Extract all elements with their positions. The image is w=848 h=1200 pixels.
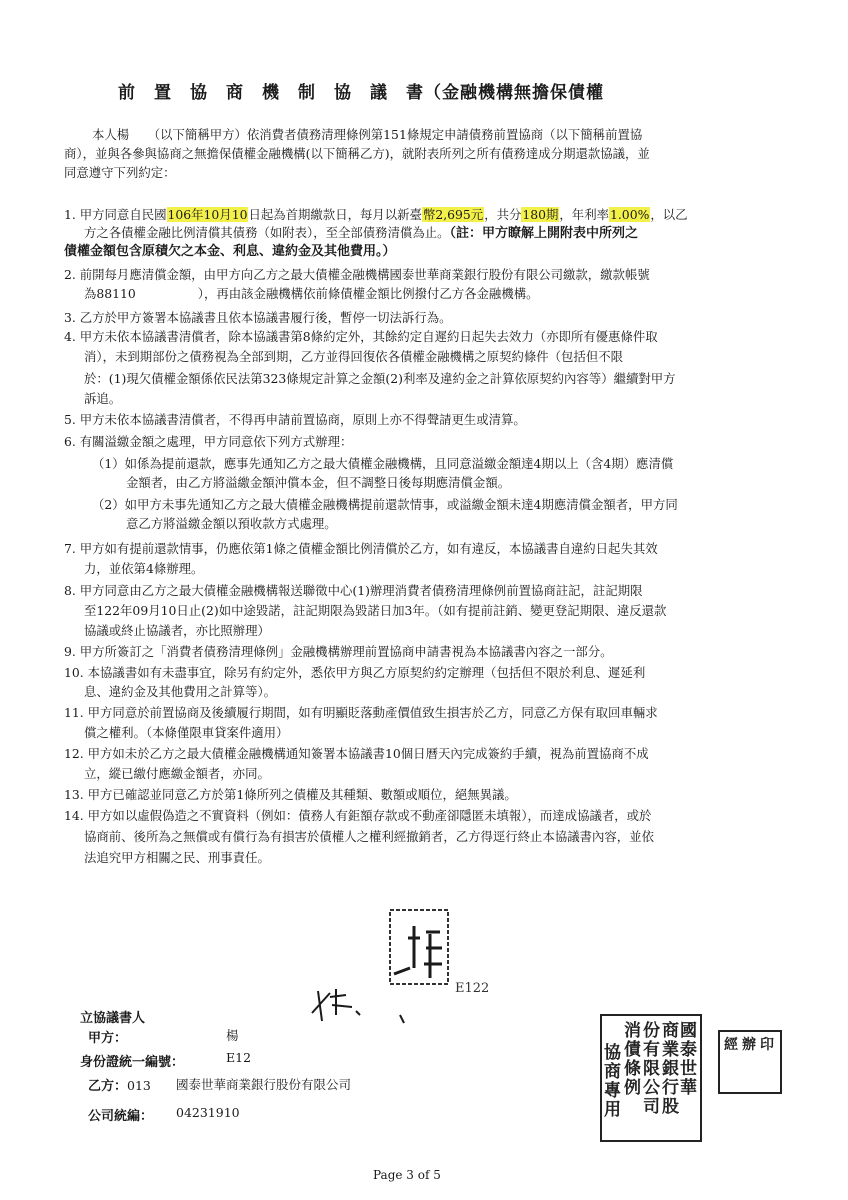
clause-1-line-2 <box>84 224 638 243</box>
clause-2-line-1: 2. 前開每月應清償金額，由甲方向乙方之最大債權金融機構國泰世華商業銀行股份有限公司繳款，繳款帳號 <box>64 267 650 282</box>
clause-2-line-2: 為88110 ），再由該金融機構依前條債權金額比例撥付乙方各金融機構。 <box>84 286 539 301</box>
clause-1-note-1: （註：甲方瞭解上開附表中所列之 <box>449 226 639 241</box>
clause-11-line-2: 償之權利。（本條僅限車貸案件適用） <box>84 725 289 740</box>
clause-4-line-3: 於：(1)現欠債權金額係依民法第323條規定計算之金額(2)利率及違約金之計算依原契約內容等）繼續對甲方 <box>84 371 676 386</box>
clause-8-line-3: 協議或終止協議者，亦比照辦理） <box>84 623 270 638</box>
bank-seal-stamp <box>600 1014 702 1142</box>
small-stamp-col-1: 經 <box>724 1037 738 1053</box>
company-id-label: 公司統編： <box>88 1109 154 1124</box>
stamp-col-5: 國泰世華 <box>680 1021 697 1098</box>
clause-11-line-1: 11. 甲方同意於前置協商及後續履行期間，如有明顯貶落動產價值致生損害於乙方，同意乙方保有取回車輛求 <box>64 705 658 720</box>
signatories-heading: 立協議書人 <box>80 1011 146 1026</box>
stamp-col-3: 份有限公司 <box>643 1021 660 1117</box>
clause-1-text-d: ，年利率 <box>559 207 609 222</box>
clause-6-2-line-1: （2）如甲方未事先通知乙方之最大債權金融機構提前還款情事，或溢繳金額未達4期應清償金額者，甲方同 <box>92 497 678 512</box>
clause-12-line-1: 12. 甲方如未於乙方之最大債權金融機構通知簽署本協議書10個日曆天內完成簽約手續，視為前置協商不成 <box>64 746 649 761</box>
small-seal-stamp <box>718 1030 782 1094</box>
handwritten-signature <box>300 985 420 1025</box>
clause-9: 9. 甲方所簽訂之「消費者債務清理條例」金融機構辦理前置協商申請書視為本協議書內容之一部分。 <box>64 644 613 659</box>
clause-6-2-line-2: 意乙方將溢繳金額以預收款方式處理。 <box>126 516 337 531</box>
clause-14-line-2: 協商前、後所為之無償或有償行為有損害於債權人之權利經撤銷者，乙方得逕行終止本協議書內容，並依 <box>84 829 654 844</box>
clause-7-line-1: 7. 甲方如有提前還款情事，仍應依第1條之債權金額比例清償於乙方，如有違反，本協議書自違約日起失其效 <box>64 541 658 556</box>
party-b-code: 013 <box>127 1078 151 1093</box>
party-b-value: 國泰世華商業銀行股份有限公司 <box>176 1077 352 1092</box>
clause-1-note-2: 債權金額包含原積欠之本金、利息、違約金及其他費用。） <box>64 244 396 259</box>
clause-1-periods: 180期 <box>522 207 559 222</box>
clause-1-text-c: ，共分 <box>484 207 522 222</box>
party-b-label: 乙方： <box>88 1079 128 1094</box>
intro-line-3: 同意遵守下列約定： <box>64 165 176 180</box>
clause-14-line-3: 法追究甲方相關之民、刑事責任。 <box>84 850 270 865</box>
clause-7-line-2: 力，並依第4條辦理。 <box>84 561 204 576</box>
clause-1-amount: 幣2,695元 <box>422 207 484 222</box>
small-stamp-col-3: 印 <box>760 1037 774 1053</box>
intro-line-1: 本人楊 （以下簡稱甲方）依消費者債務清理條例第151條規定申請債務前置協商（以下簡稱前置協 <box>92 127 643 142</box>
clause-4-line-1: 4. 甲方未依本協議書清償者，除本協議書第8條約定外，其餘約定自遲約日起失去效力（亦即所有優惠條件取 <box>64 329 658 344</box>
party-a-value: 楊 <box>226 1028 239 1043</box>
id-label: 身份證統一編號： <box>80 1055 185 1070</box>
clause-10-line-1: 10. 本協議書如有未盡事宜，除另有約定外，悉依甲方與乙方原契約約定辦理（包括但不限於利息、遲延利 <box>64 665 646 680</box>
clause-1-date: 106年10月10 <box>167 207 248 222</box>
page-number: Page 3 of 5 <box>373 1168 441 1182</box>
svg-text:E122: E122 <box>455 981 490 996</box>
clause-5: 5. 甲方未依本協議書清償者，不得再申請前置協商，原則上亦不得聲請更生或清算。 <box>64 412 526 427</box>
company-id-value: 04231910 <box>176 1105 240 1120</box>
party-b-row <box>88 1075 151 1094</box>
clause-1-line-1 <box>64 206 688 224</box>
document-title: 前 置 協 商 機 制 協 議 書（金融機構無擔保債權 <box>118 83 604 103</box>
stamp-col-1: 協商專用 <box>604 1043 621 1120</box>
clause-14-line-1: 14. 甲方如以虛假偽造之不實資料（例如：債務人有鉅額存款或不動產卻隱匿未填報），而達成協議者，或於 <box>64 808 652 823</box>
clause-1-rate: 1.00% <box>609 207 650 222</box>
clause-8-line-2: 至122年09月10日止(2)如中途毀諾，註記期限為毀諾日加3年。（如有提前註銷、變更登記期限、違反還款 <box>84 603 667 618</box>
stamp-col-2: 消債條例 <box>624 1021 641 1098</box>
clause-1-text-e: ，以乙 <box>650 207 688 222</box>
small-stamp-col-2: 辦 <box>742 1037 756 1053</box>
clause-6-1-line-2: 金額者，由乙方將溢繳金額沖償本金，但不調整日後每期應清償金額。 <box>126 475 511 490</box>
id-value: E12 <box>226 1050 252 1065</box>
clause-13: 13. 甲方已確認並同意乙方於第1條所列之債權及其種類、數額或順位，絕無異議。 <box>64 787 517 802</box>
clause-12-line-2: 立，縱已繳付應繳金額者，亦同。 <box>84 766 270 781</box>
stamp-col-4: 商業銀行股 <box>662 1021 679 1117</box>
intro-line-2: 商），並與各參與協商之無擔保債權金融機構(以下簡稱乙方)，就附表所列之所有債務達成分期還款協議，並 <box>64 146 650 161</box>
clause-1-text-a: 1. 甲方同意自民國 <box>64 207 167 222</box>
clause-4-line-2: 消），未到期部份之債務視為全部到期，乙方並得回復依各債權金融機構之原契約條件（包括但不限 <box>84 349 623 364</box>
clause-6-1-line-1: （1）如係為提前還款，應事先通知乙方之最大債權金融機構，且同意溢繳金額達4期以上（含4期）應清償 <box>92 456 674 471</box>
clause-1-text-b: 日起為首期繳款日，每月以新臺 <box>248 207 422 222</box>
clause-1-line-2-text: 方之各債權金融比例清償其債務（如附表），至全部債務清償為止。 <box>84 225 450 240</box>
clause-3: 3. 乙方於甲方簽署本協議書且依本協議書履行後，暫停一切法訴行為。 <box>64 310 452 325</box>
clause-8-line-1: 8. 甲方同意由乙方之最大債權金融機構報送聯徵中心(1)辦理消費者債務清理條例前置協商註記，註記期限 <box>64 583 643 598</box>
party-a-label: 甲方： <box>88 1031 128 1046</box>
clause-6: 6. 有關溢繳金額之處理，甲方同意依下列方式辦理： <box>64 434 353 449</box>
clause-10-line-2: 息、違約金及其他費用之計算等）。 <box>84 684 277 699</box>
clause-4-line-4: 訴追。 <box>84 391 122 406</box>
